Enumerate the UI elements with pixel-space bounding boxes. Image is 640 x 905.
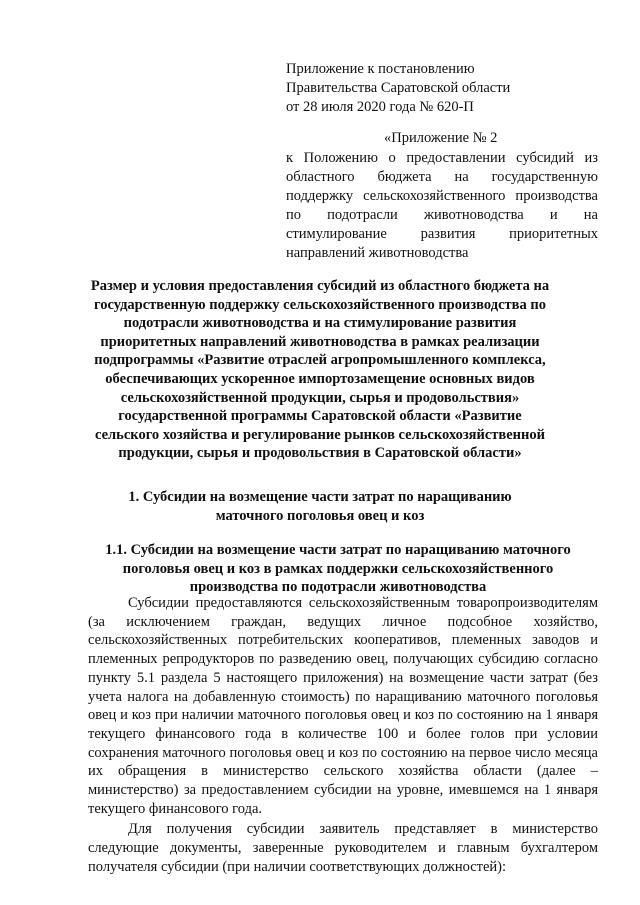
- appendix-2-text: к Положению о предоставлении субсидий из областного бюджета на государственную поддержку сельскохозяйственного производства по подотрасли животноводства и на стимулирование развития приоритетных направлений животноводства: [286, 150, 598, 261]
- header-line-2: Правительства Саратовской области: [286, 80, 511, 96]
- subsection-1-1-body: [88, 594, 598, 877]
- paragraph-2: Для получения субсидии заявитель представляет в министерство следующие документы, заверенные руководителем и главным бухгалтером получателя субсидии (при наличии соответствующих должностей):: [88, 821, 598, 875]
- document-title: Размер и условия предоставления субсидий из областного бюджета на государственную поддержку сельскохозяйственного производства по подотрасли животноводства и на стимулирование развития приоритетных направлений животноводства в рамках реализации подпрограммы «Развитие отраслей агропромышленного комплекса, обеспечивающих ускоренное импортозамещение основных видов сельскохозяйственной продукции, сырья и продовольствия» государственной программы Саратовской области «Развитие сельского хозяйства и регулирование рынков сельскохозяйственной продукции, сырья и продовольствия в Саратовской области»: [90, 278, 550, 462]
- section-1-heading: 1. Субсидии на возмещение части затрат по наращиванию маточного поголовья овец и коз: [128, 489, 512, 524]
- appendix-resolution-header: [286, 60, 606, 117]
- header-line-3: от 28 июля 2020 года № 620-П: [286, 99, 474, 115]
- subsection-1-1-heading: 1.1. Субсидии на возмещение части затрат по наращиванию маточного поголовья овец и коз в рамках поддержки сельскохозяйственного производства по подотрасли животноводства: [105, 542, 571, 596]
- paragraph-1: Субсидии предоставляются сельскохозяйственным товаропроизводителям (за исключением граждан, ведущих личное подсобное хозяйство, сельскохозяйственных потребительских кооперативов, племенных заводов и племенных репродукторов по разведению овец, получающих субсидию согласно пункту 5.1 раздела 5 настоящего приложения) на возмещение части затрат (без учета налога на добавленную стоимость) по наращиванию маточного поголовья овец и коз при наличии маточного поголовья овец и коз по состоянию на 1 января текущего финансового года в количестве 100 и более голов при условии сохранения маточного поголовья овец и коз по состоянию на первое число месяца их обращения в министерство сельского хозяйства области (далее – министерство) за предоставлением субсидии на уровне, имевшемся на 1 января текущего финансового года.: [88, 595, 598, 817]
- header-line-1: Приложение к постановлению: [286, 61, 475, 77]
- appendix-2-title: «Приложение № 2: [384, 130, 498, 146]
